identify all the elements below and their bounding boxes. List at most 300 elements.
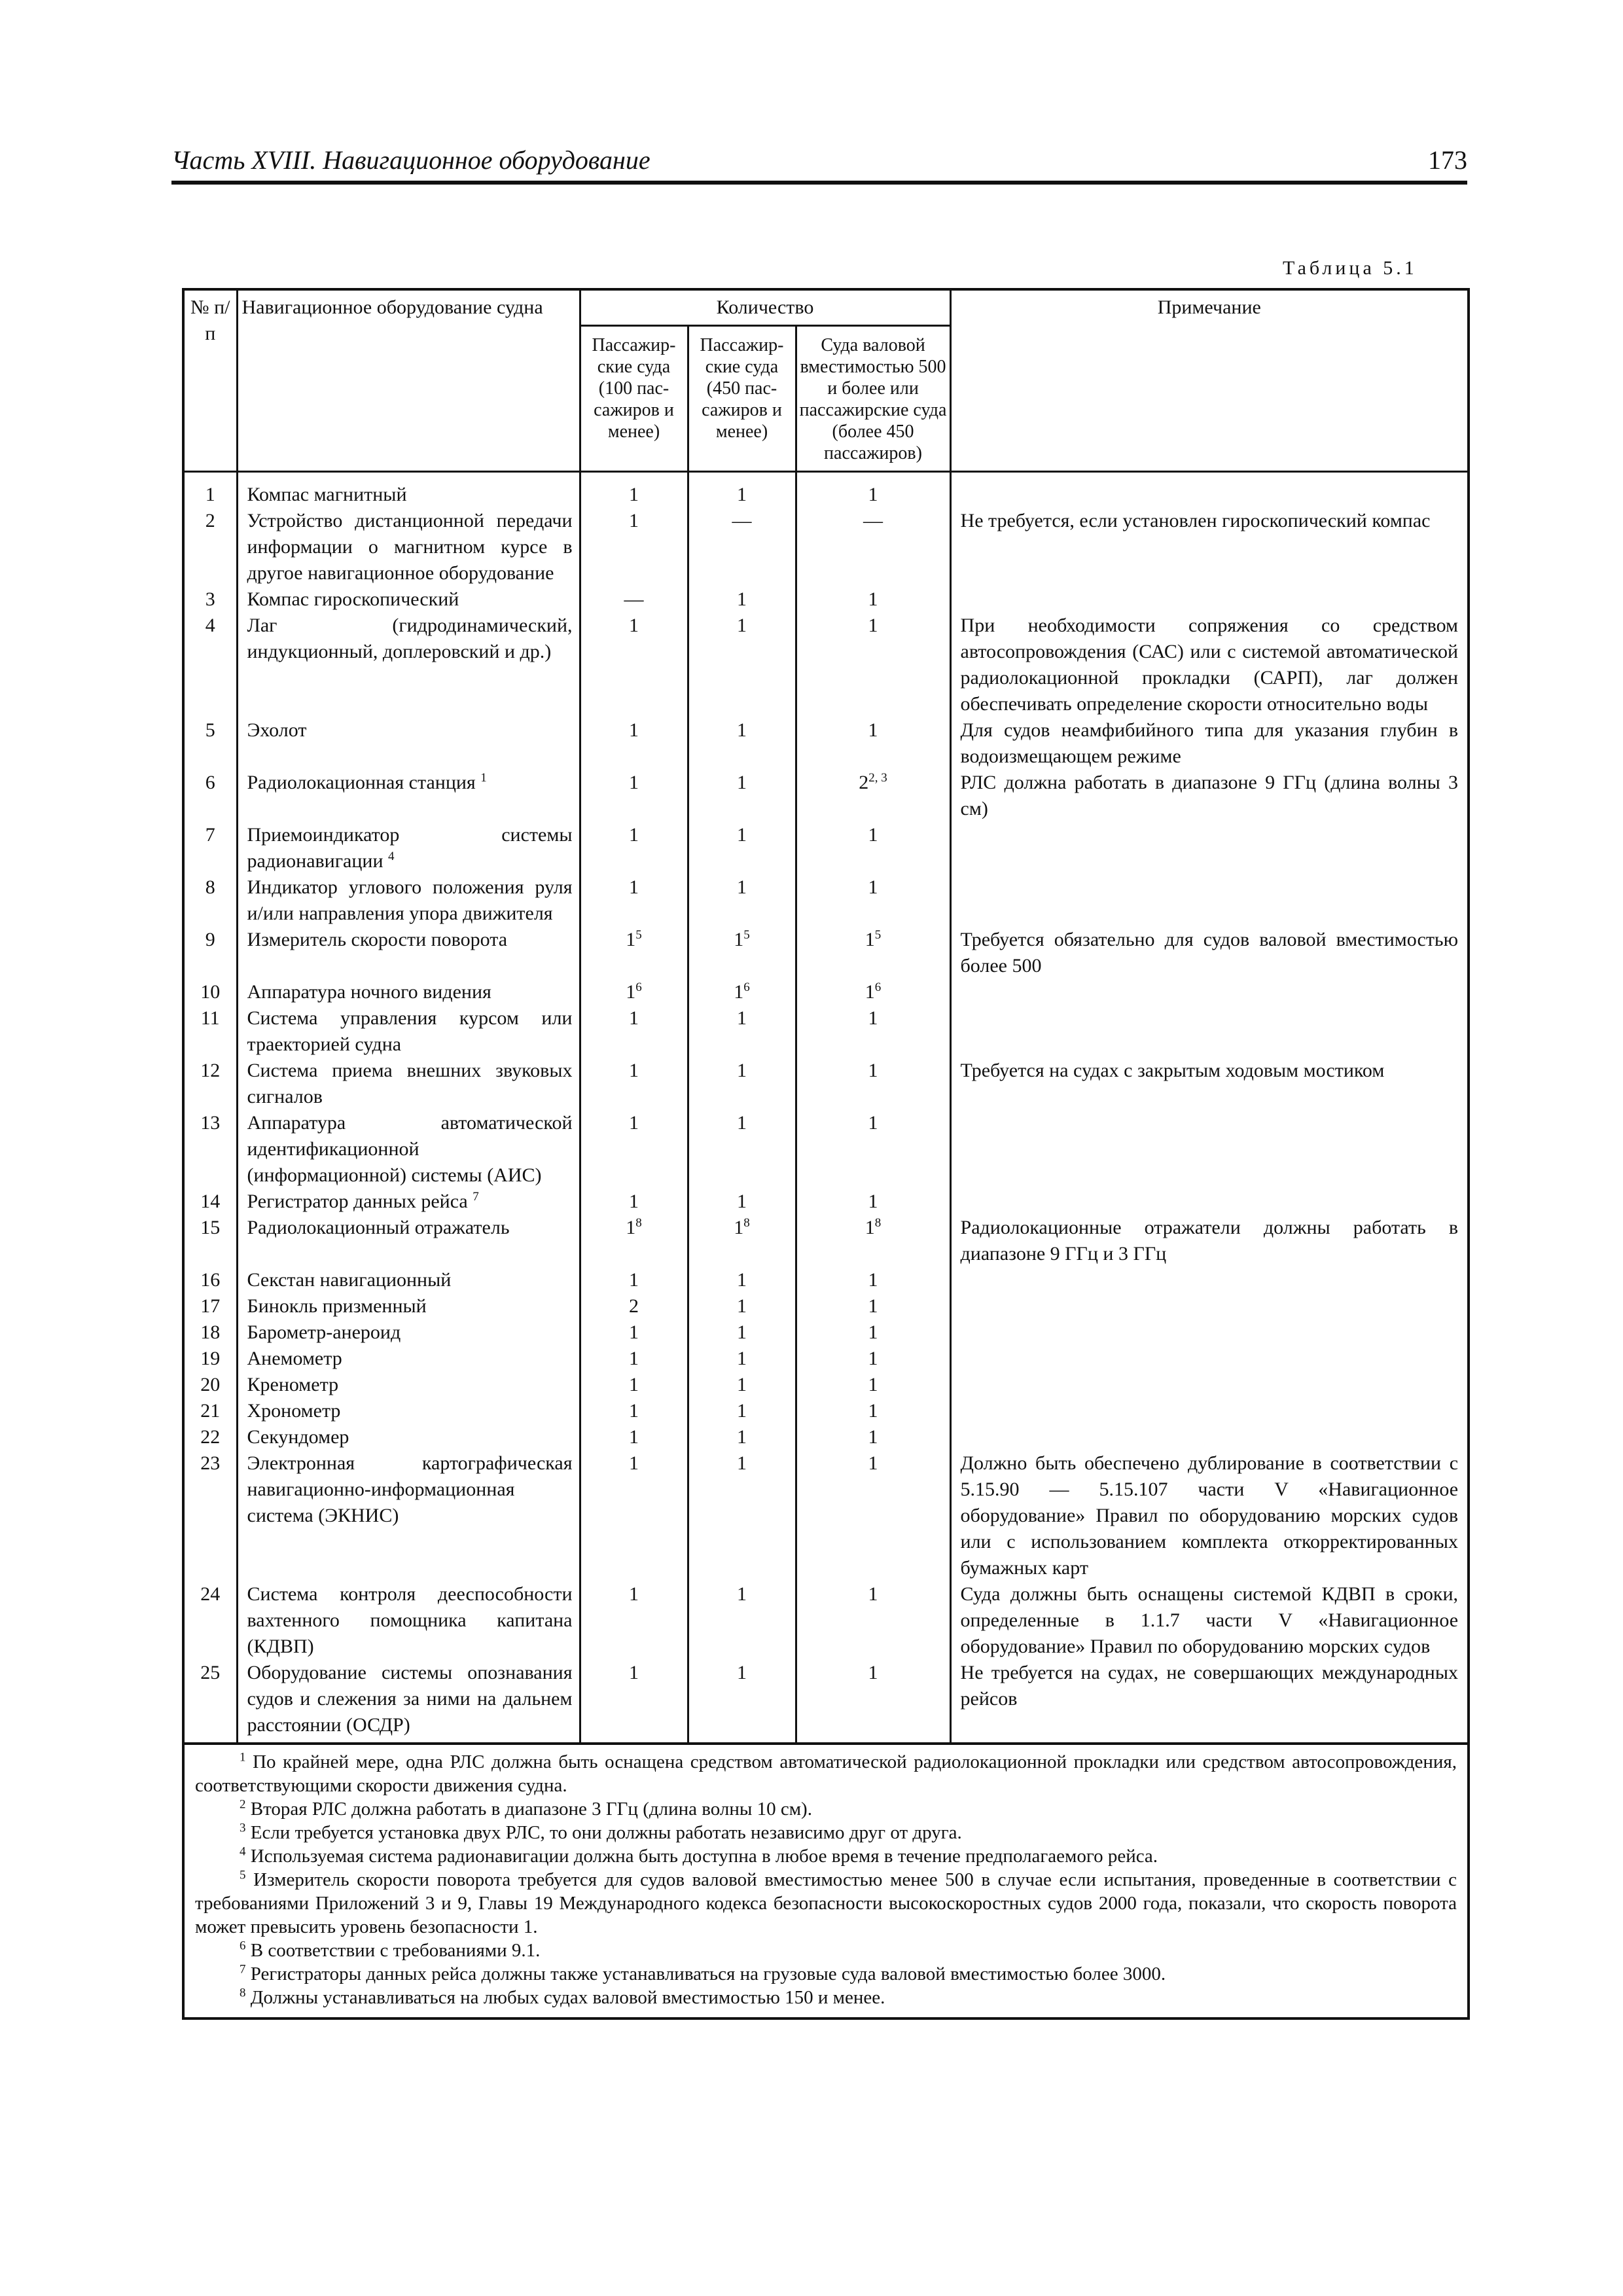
row-num-text: 12	[200, 1060, 221, 1081]
row-q2-text: 1	[737, 1452, 747, 1474]
row-q3	[796, 1319, 950, 1346]
row-q3	[796, 1267, 950, 1293]
row-name	[237, 1293, 580, 1319]
row-q1	[580, 1215, 688, 1267]
footnote-text: По крайней мере, одна РЛС должна быть оснащена средством автоматической радиолокационной прокладки или средством автосопровождения, соответствующими скорости движения судна.	[195, 1751, 1457, 1796]
row-q2	[688, 472, 796, 509]
col-header-q1: Пассажир-ские суда (100 пас-сажиров и менее)	[580, 326, 688, 472]
row-q3-text: 1	[868, 1662, 878, 1683]
row-q2-text: 1	[737, 1060, 747, 1081]
row-num-text: 8	[205, 876, 215, 898]
table-row	[183, 1398, 1469, 1424]
row-note-text: Суда должны быть оснащены системой КДВП в сроки, определенные в 1.1.7 части V «Навигационное оборудование» Правил по оборудованию морских судов	[960, 1583, 1459, 1657]
row-q1	[580, 1424, 688, 1450]
row-name-text: Устройство дистанционной передачи информации о магнитном курсе в другое навигационное оборудование	[247, 510, 573, 584]
row-num	[183, 1189, 237, 1215]
footnote-ref: 1	[480, 771, 487, 785]
row-name-text: Приемоиндикатор системы радионавигации	[247, 824, 573, 872]
row-q3	[796, 508, 950, 586]
row-q1	[580, 1660, 688, 1744]
row-note	[950, 1346, 1469, 1372]
table-row	[183, 1058, 1469, 1110]
row-q2	[688, 1346, 796, 1372]
row-q1-text: 1	[629, 1060, 639, 1081]
row-num	[183, 586, 237, 613]
row-q2	[688, 1110, 796, 1189]
footnote-text: Если требуется установка двух РЛС, то они должны работать независимо друг от друга.	[245, 1822, 962, 1843]
footnote-text: Измеритель скорости поворота требуется для судов валовой вместимостью менее 500 в случае если испытания, проведенные в соответствии с требованиями Приложений 3 и 9, Главы 19 Международного кодекса безопасности высокоскоростных судов 2000 года, показали, что скорость поворота может превысить уровень безопасности 1.	[195, 1869, 1457, 1937]
row-name-text: Хронометр	[247, 1400, 341, 1422]
row-num-text: 25	[200, 1662, 221, 1683]
footnote-mark: 2	[240, 1797, 246, 1812]
row-num-text: 5	[205, 719, 215, 741]
row-q1	[580, 1293, 688, 1319]
row-q3	[796, 1293, 950, 1319]
row-name-text: Система контроля дееспособности вахтенного помощника капитана (КДВП)	[247, 1583, 573, 1657]
row-q1-text: 2	[629, 1295, 639, 1317]
table-row	[183, 1660, 1469, 1744]
row-name	[237, 1005, 580, 1058]
header-rule	[171, 181, 1467, 185]
row-q1	[580, 472, 688, 509]
row-q1	[580, 1372, 688, 1398]
row-q3	[796, 874, 950, 927]
row-note	[950, 979, 1469, 1005]
row-note	[950, 717, 1469, 770]
row-q3	[796, 613, 950, 717]
row-q2-text: 1	[737, 1269, 747, 1291]
row-q2	[688, 822, 796, 874]
footnote	[195, 1821, 1457, 1844]
row-q3	[796, 1346, 950, 1372]
row-name-text: Электронная картографическая навигационно-информационная система (ЭКНИС)	[247, 1452, 573, 1526]
footnote	[195, 1797, 1457, 1821]
row-num-text: 14	[200, 1191, 221, 1212]
row-name-text: Аппаратура ночного видения	[247, 981, 491, 1003]
row-name	[237, 472, 580, 509]
row-q2	[688, 1215, 796, 1267]
row-name-text: Компас гироскопический	[247, 588, 459, 610]
equipment-table	[182, 288, 1470, 2020]
row-num	[183, 1058, 237, 1110]
footnote-mark: 6	[240, 1939, 246, 1953]
row-q3-text: 1	[865, 929, 875, 950]
row-q3-text: 1	[868, 1007, 878, 1029]
row-q1	[580, 1189, 688, 1215]
footnote-ref: 8	[743, 1216, 750, 1230]
row-q3-text: 1	[868, 1348, 878, 1369]
col-header-note: Примечание	[950, 289, 1469, 472]
row-name-text: Барометр-анероид	[247, 1321, 401, 1343]
row-q2-text: 1	[737, 824, 747, 846]
row-q3	[796, 822, 950, 874]
footnote-mark: 1	[240, 1750, 246, 1765]
table-row	[183, 1581, 1469, 1660]
row-q1	[580, 1450, 688, 1581]
row-q1	[580, 1398, 688, 1424]
row-q1-text: 1	[629, 1426, 639, 1448]
row-q3-text: 1	[868, 484, 878, 505]
col-header-q3: Суда валовой вместимостью 500 и более или пассажирские суда (более 450 пассажиров)	[796, 326, 950, 472]
row-q1-text: 1	[629, 1583, 639, 1605]
col-header-q2: Пассажир-ские суда (450 пас-сажиров и менее)	[688, 326, 796, 472]
footnote-ref: 4	[388, 850, 395, 863]
table-row	[183, 874, 1469, 927]
row-q2-text: 1	[737, 719, 747, 741]
row-q2	[688, 979, 796, 1005]
row-num	[183, 508, 237, 586]
row-num-text: 22	[200, 1426, 221, 1448]
row-q2	[688, 1189, 796, 1215]
row-name	[237, 822, 580, 874]
footnote-ref: 6	[874, 980, 882, 994]
table-row	[183, 979, 1469, 1005]
row-name	[237, 927, 580, 979]
row-q1	[580, 613, 688, 717]
row-q2	[688, 1319, 796, 1346]
row-num	[183, 1581, 237, 1660]
row-q1-text: 1	[626, 929, 636, 950]
footnote-ref: 2, 3	[868, 771, 887, 785]
row-note	[950, 1267, 1469, 1293]
row-q2-text: 1	[737, 484, 747, 505]
row-note-text: Не требуется, если установлен гироскопический компас	[960, 510, 1431, 531]
row-name-text: Секундомер	[247, 1426, 349, 1448]
row-note	[950, 1398, 1469, 1424]
row-q1	[580, 1581, 688, 1660]
table-caption: Таблица 5.1	[1283, 257, 1418, 279]
row-note-text: Радиолокационные отражатели должны работать в диапазоне 9 ГГц и 3 ГГц	[960, 1217, 1459, 1265]
row-q2-text: 1	[734, 929, 744, 950]
row-note-text: Требуется обязательно для судов валовой вместимостью более 500	[960, 929, 1459, 977]
row-q3	[796, 770, 950, 822]
page-number: 173	[1428, 145, 1467, 175]
footnote-mark: 5	[240, 1868, 246, 1882]
row-q1-text: 1	[629, 1321, 639, 1343]
row-q2-text: 1	[737, 615, 747, 636]
footnote-ref: 5	[635, 928, 642, 942]
row-num	[183, 1398, 237, 1424]
row-q1	[580, 586, 688, 613]
row-q2	[688, 1450, 796, 1581]
row-q2-text: 1	[737, 1583, 747, 1605]
row-q1	[580, 1267, 688, 1293]
footnote-ref: 5	[874, 928, 882, 942]
row-q2	[688, 1372, 796, 1398]
row-q2	[688, 1293, 796, 1319]
table-row	[183, 1346, 1469, 1372]
footnote-mark: 3	[240, 1821, 246, 1835]
row-q1-text: —	[624, 588, 644, 610]
row-name-text: Измеритель скорости поворота	[247, 929, 508, 950]
row-q3-text: 1	[868, 1452, 878, 1474]
row-q2	[688, 1267, 796, 1293]
row-q2	[688, 927, 796, 979]
row-q2-text: 1	[737, 876, 747, 898]
row-q3	[796, 1660, 950, 1744]
row-name	[237, 770, 580, 822]
row-q1	[580, 874, 688, 927]
row-num	[183, 979, 237, 1005]
row-name	[237, 717, 580, 770]
row-q1	[580, 822, 688, 874]
row-name	[237, 613, 580, 717]
row-num	[183, 770, 237, 822]
row-name	[237, 979, 580, 1005]
row-q3-text: 1	[868, 1060, 878, 1081]
row-q1-text: 1	[629, 1348, 639, 1369]
row-q3-text: 1	[868, 824, 878, 846]
row-num	[183, 1110, 237, 1189]
row-name	[237, 1398, 580, 1424]
row-q3	[796, 472, 950, 509]
row-q1	[580, 508, 688, 586]
row-note	[950, 1110, 1469, 1189]
row-q2	[688, 1660, 796, 1744]
row-num-text: 16	[200, 1269, 221, 1291]
row-q2-text: 1	[737, 1112, 747, 1134]
row-q2-text: 1	[737, 1400, 747, 1422]
footnote-mark: 7	[240, 1962, 246, 1977]
row-note	[950, 1215, 1469, 1267]
row-note-text: РЛС должна работать в диапазоне 9 ГГц (длина волны 3 см)	[960, 772, 1459, 819]
row-name-text: Лаг (гидродинамический, индукционный, доплеровский и др.)	[247, 615, 573, 662]
row-num-text: 17	[200, 1295, 221, 1317]
row-q2	[688, 874, 796, 927]
row-name-text: Компас магнитный	[247, 484, 407, 505]
row-q3	[796, 979, 950, 1005]
row-q1-text: 1	[629, 1269, 639, 1291]
row-q1	[580, 1005, 688, 1058]
row-name	[237, 1346, 580, 1372]
row-q3	[796, 1398, 950, 1424]
row-note-text: Должно быть обеспечено дублирование в соответствии с 5.15.90 — 5.15.107 части V «Навигационное оборудование» Правил по оборудованию морских судов или с использованием комплекта откорректированных бумажных карт	[960, 1452, 1459, 1579]
row-note-text: Требуется на судах с закрытым ходовым мостиком	[960, 1060, 1385, 1081]
row-q3-text: 1	[868, 1400, 878, 1422]
table-row	[183, 613, 1469, 717]
row-num-text: 7	[205, 824, 215, 846]
row-q1-text: 1	[629, 510, 639, 531]
row-name	[237, 1660, 580, 1744]
row-note	[950, 874, 1469, 927]
row-q2-text: 1	[737, 1321, 747, 1343]
table-row	[183, 1110, 1469, 1189]
row-q3	[796, 1424, 950, 1450]
footnote	[195, 1844, 1457, 1868]
equipment-table-wrap	[182, 288, 1467, 2020]
row-note	[950, 1424, 1469, 1450]
row-q1-text: 1	[629, 1400, 639, 1422]
row-q2-text: 1	[734, 1217, 744, 1238]
row-q3	[796, 1372, 950, 1398]
row-q1-text: 1	[629, 1007, 639, 1029]
row-q1	[580, 1319, 688, 1346]
row-q3-text: 1	[865, 1217, 875, 1238]
row-note	[950, 1660, 1469, 1744]
row-q1	[580, 1346, 688, 1372]
row-name	[237, 586, 580, 613]
row-note	[950, 1058, 1469, 1110]
row-name	[237, 1319, 580, 1346]
row-note	[950, 472, 1469, 509]
row-q3-text: 1	[868, 1112, 878, 1134]
row-note	[950, 613, 1469, 717]
row-q2	[688, 586, 796, 613]
row-num	[183, 874, 237, 927]
table-row	[183, 1267, 1469, 1293]
row-q3-text: 1	[868, 1426, 878, 1448]
row-num-text: 21	[200, 1400, 221, 1422]
row-name-text: Регистратор данных рейса	[247, 1191, 468, 1212]
footnote-text: Регистраторы данных рейса должны также устанавливаться на грузовые суда валовой вместимостью более 3000.	[245, 1964, 1166, 1984]
row-q3	[796, 1110, 950, 1189]
row-name	[237, 1424, 580, 1450]
row-num-text: 6	[205, 772, 215, 793]
table-row	[183, 770, 1469, 822]
row-num-text: 1	[205, 484, 215, 505]
row-num-text: 9	[205, 929, 215, 950]
row-q2	[688, 717, 796, 770]
row-q2-text: 1	[734, 981, 744, 1003]
row-q3	[796, 1215, 950, 1267]
row-name	[237, 1372, 580, 1398]
row-num-text: 10	[200, 981, 221, 1003]
row-q3-text: 1	[868, 1583, 878, 1605]
footnote-text: Вторая РЛС должна работать в диапазоне 3 ГГц (длина волны 10 см).	[245, 1799, 812, 1820]
row-num	[183, 1215, 237, 1267]
row-q2-text: 1	[737, 1191, 747, 1212]
row-num	[183, 1372, 237, 1398]
row-note	[950, 927, 1469, 979]
footnote-ref: 6	[743, 980, 750, 994]
row-q1-text: 1	[629, 1191, 639, 1212]
row-q2-text: 1	[737, 588, 747, 610]
row-name	[237, 1058, 580, 1110]
row-q3	[796, 1005, 950, 1058]
row-q2-text: 1	[737, 1374, 747, 1395]
row-q1-text: 1	[629, 484, 639, 505]
row-name-text: Радиолокационный отражатель	[247, 1217, 510, 1238]
col-header-num: № п/п	[183, 289, 237, 472]
row-q2-text: 1	[737, 1662, 747, 1683]
row-q1	[580, 1110, 688, 1189]
row-q1-text: 1	[629, 772, 639, 793]
row-q3-text: 1	[868, 588, 878, 610]
row-q2	[688, 1398, 796, 1424]
row-note	[950, 1293, 1469, 1319]
row-q3	[796, 586, 950, 613]
row-num	[183, 1267, 237, 1293]
row-num	[183, 927, 237, 979]
row-q3-text: 2	[859, 772, 869, 793]
row-q2-text: 1	[737, 1007, 747, 1029]
row-note	[950, 1581, 1469, 1660]
row-name-text: Система приема внешних звуковых сигналов	[247, 1060, 573, 1107]
row-q2-text: 1	[737, 1295, 747, 1317]
row-num-text: 3	[205, 588, 215, 610]
row-q2	[688, 1058, 796, 1110]
row-name-text: Бинокль призменный	[247, 1295, 427, 1317]
row-q2	[688, 1005, 796, 1058]
row-q3-text: 1	[868, 1269, 878, 1291]
row-q1-text: 1	[629, 1374, 639, 1395]
footnote	[195, 1986, 1457, 2009]
row-name-text: Аппаратура автоматической идентификационной (информационной) системы (АИС)	[247, 1112, 573, 1186]
footnote-ref: 8	[874, 1216, 882, 1230]
row-num	[183, 1424, 237, 1450]
row-q1-text: 1	[629, 615, 639, 636]
row-q1-text: 1	[629, 1112, 639, 1134]
row-name-text: Радиолокационная станция	[247, 772, 476, 793]
row-num	[183, 472, 237, 509]
row-note	[950, 586, 1469, 613]
row-num-text: 18	[200, 1321, 221, 1343]
row-q2	[688, 770, 796, 822]
row-num	[183, 822, 237, 874]
row-q3-text: 1	[868, 1191, 878, 1212]
row-q1	[580, 927, 688, 979]
row-q1-text: 1	[626, 1217, 636, 1238]
row-name-text: Оборудование системы опознавания судов и слежения за ними на дальнем расстоянии (ОСДР)	[247, 1662, 573, 1736]
table-row	[183, 1424, 1469, 1450]
row-note	[950, 1372, 1469, 1398]
row-name-text: Эхолот	[247, 719, 307, 741]
page-header	[171, 144, 1467, 183]
row-q3-text: 1	[868, 719, 878, 741]
row-note	[950, 1189, 1469, 1215]
footnote-text: Должны устанавливаться на любых судах валовой вместимостью 150 и менее.	[245, 1987, 885, 2008]
footnote-text: В соответствии с требованиями 9.1.	[245, 1940, 541, 1961]
row-name	[237, 1581, 580, 1660]
row-num	[183, 1346, 237, 1372]
row-q3-text: 1	[868, 1321, 878, 1343]
footnote	[195, 1939, 1457, 1962]
row-note	[950, 508, 1469, 586]
row-q3-text: 1	[865, 981, 875, 1003]
footnote-ref: 8	[635, 1216, 642, 1230]
table-row	[183, 822, 1469, 874]
row-num-text: 13	[200, 1112, 221, 1134]
row-q3	[796, 1581, 950, 1660]
footnote-mark: 8	[240, 1986, 246, 2000]
table-row	[183, 1293, 1469, 1319]
table-row	[183, 508, 1469, 586]
row-q3	[796, 927, 950, 979]
row-num-text: 2	[205, 510, 215, 531]
footnote-ref: 5	[743, 928, 750, 942]
table-row	[183, 1215, 1469, 1267]
row-q1-text: 1	[629, 876, 639, 898]
row-q3-text: —	[863, 510, 883, 531]
row-num	[183, 1293, 237, 1319]
row-note-text: Не требуется на судах, не совершающих международных рейсов	[960, 1662, 1459, 1710]
table-row	[183, 1450, 1469, 1581]
row-q3-text: 1	[868, 1295, 878, 1317]
row-name-text: Система управления курсом или траекторией судна	[247, 1007, 573, 1055]
row-q2	[688, 1581, 796, 1660]
footnote	[195, 1962, 1457, 1986]
footnote-ref: 6	[635, 980, 642, 994]
row-num	[183, 613, 237, 717]
row-q1-text: 1	[629, 1452, 639, 1474]
row-q2	[688, 1424, 796, 1450]
row-name-text: Индикатор углового положения руля и/или направления упора движителя	[247, 876, 573, 924]
table-row	[183, 586, 1469, 613]
row-q1-text: 1	[629, 1662, 639, 1683]
footnote	[195, 1868, 1457, 1939]
row-q3	[796, 1450, 950, 1581]
row-num	[183, 717, 237, 770]
